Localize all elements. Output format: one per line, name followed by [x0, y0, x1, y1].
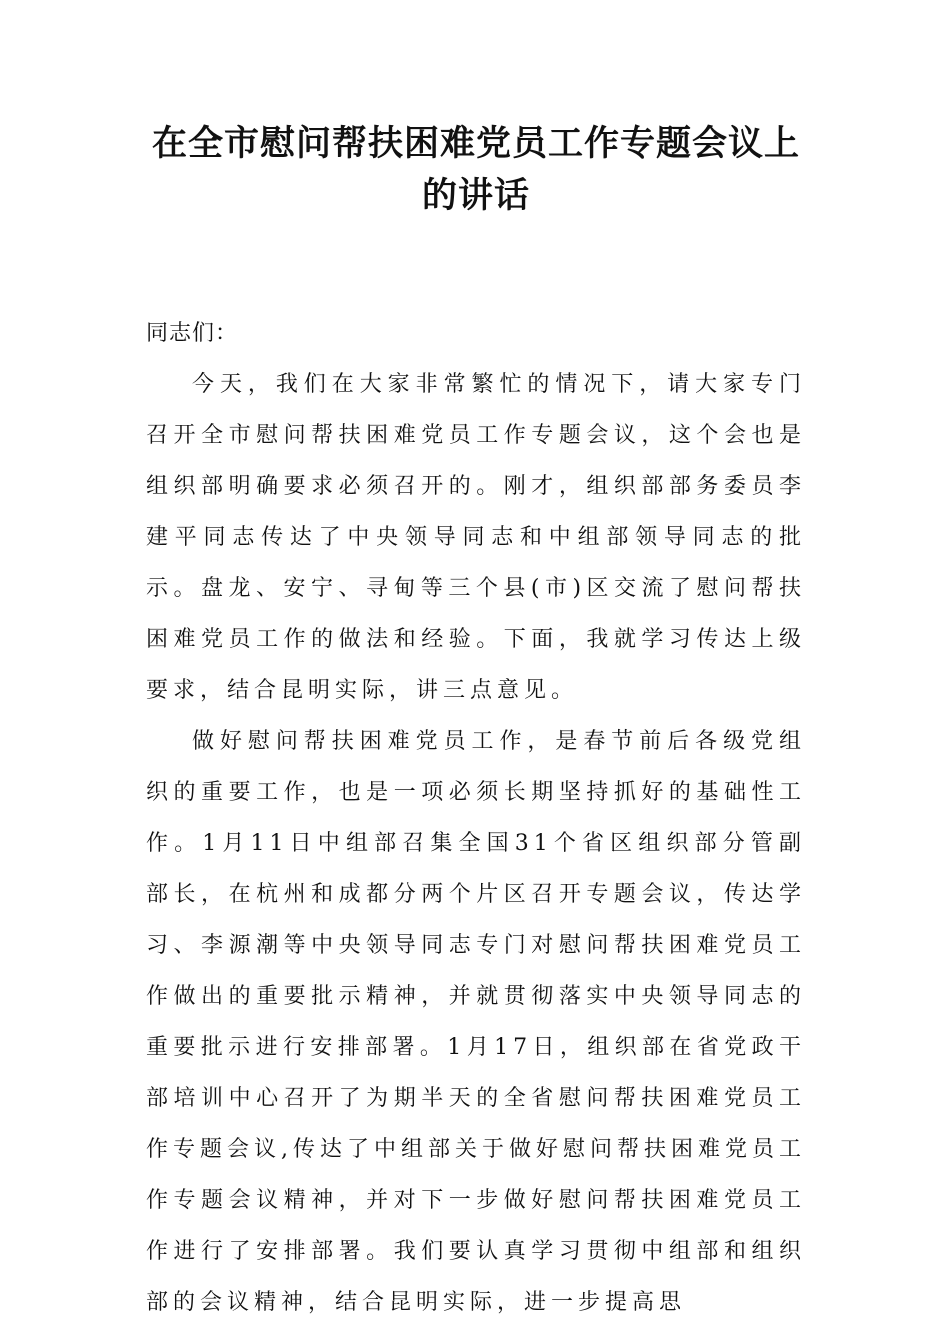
- document-title-line-1: 在全市慰问帮扶困难党员工作专题会议上: [151, 123, 800, 164]
- document-title: [146, 118, 806, 222]
- body-paragraph-1: 今天，我们在大家非常繁忙的情况下，请大家专门召开全市慰问帮扶困难党员工作专题会议，这个会也是组织部明确要求必须召开的。刚才，组织部部务委员李建平同志传达了中央领导同志和中组部领导同志的批示。盘龙、安宁、寻甸等三个县(市)区交流了慰问帮扶困难党员工作的做法和经验。下面，我就学习传达上级要求，结合昆明实际，讲三点意见。: [146, 372, 806, 703]
- document-title-line-2: 的讲话: [421, 175, 530, 216]
- salutation: 同志们：: [146, 321, 239, 346]
- body-paragraph-2: 做好慰问帮扶困难党员工作，是春节前后各级党组织的重要工作，也是一项必须长期坚持抓好的基础性工作。1月11日中组部召集全国31个省区组织部分管副部长，在杭州和成都分两个片区召开专题会议，传达学习、李源潮等中央领导同志专门对慰问帮扶困难党员工作做出的重要批示精神，并就贯彻落实中央领导同志的重要批示进行安排部署。1月17日，组织部在省党政干部培训中心召开了为期半天的全省慰问帮扶困难党员工作专题会议,传达了中组部关于做好慰问帮扶困难党员工作专题会议精神，并对下一步做好慰问帮扶困难党员工作进行了安排部署。我们要认真学习贯彻中组部和组织部的会议精神，结合昆明实际，进一步提高思: [146, 729, 806, 1315]
